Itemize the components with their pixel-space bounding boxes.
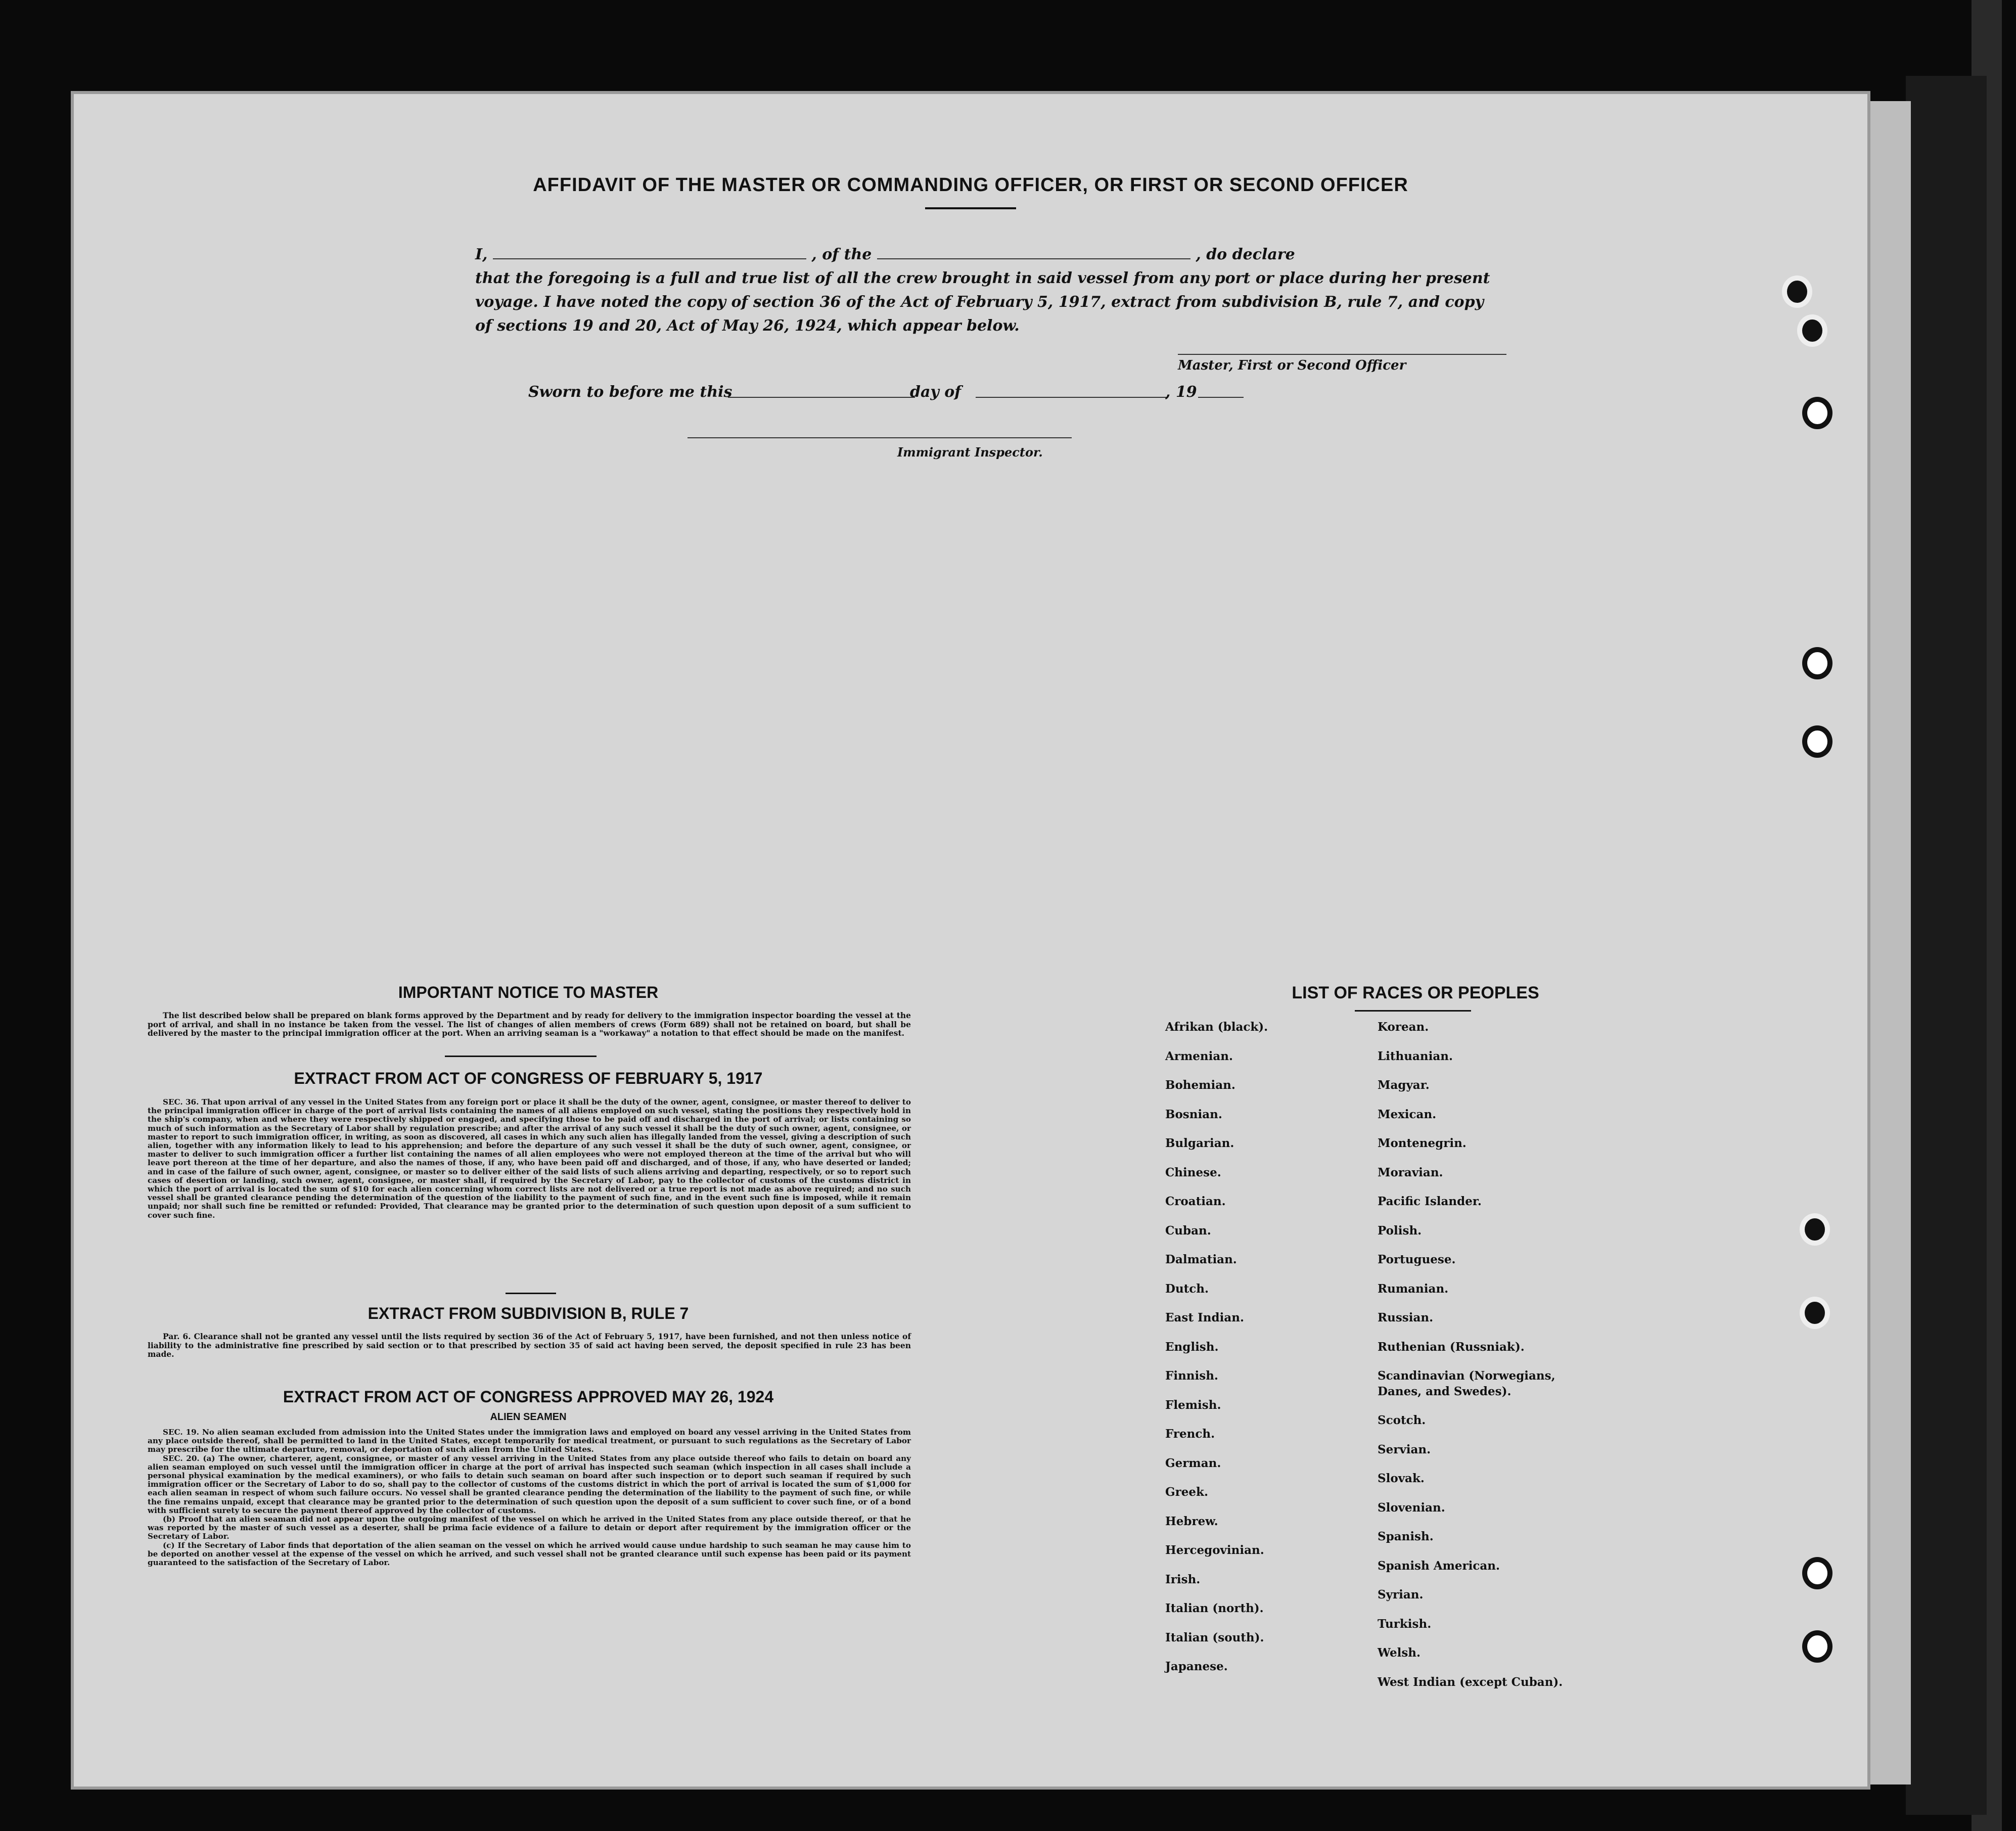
signature-line[interactable] — [1178, 354, 1506, 355]
race-item: Magyar. — [1378, 1078, 1430, 1092]
binder-hole — [1802, 1630, 1832, 1663]
binder-hole — [1802, 397, 1832, 429]
race-item: Finnish. — [1165, 1369, 1218, 1383]
extract-1924-heading: EXTRACT FROM ACT OF CONGRESS APPROVED MAY 26, 1924 — [283, 1388, 774, 1406]
affidavit-line1-end: , do declare — [1196, 246, 1295, 263]
sec36-paragraph: SEC. 36. That upon arrival of any vessel in the United States from any foreign port or place it shall be the duty of the owner, agent, consignee, or master thereof to deliver to the principal immigration officer in charge of the port of arrival lists containing the names of all aliens employed on such vessel, stating the positions they respectively hold in the ship's company, when and where they were respectively shipped or engaged, and specifying those to be paid off and discharged in the port of arrival; or lists containing so much of such information as the Secretary of Labor shall by regulation prescribe; and after the arrival of any such vessel it shall be the duty of such owner, agent, consignee, or master to report to such immigration officer, in writing, as soon as discovered, all cases in which any such alien has illegally landed from the vessel, giving a description of such alien, together with any information likely to lead to his apprehension; and before the departure of any such vessel it shall be the duty of such owner, agent, consignee, or master to deliver to such immigration officer a further list containing the names of all alien employees who were not employed thereon at the time of the arrival but who will leave port thereon at the time of her departure, and also the names of those, if any, who have been paid off and discharged, and of those, if any, who have deserted or landed; and in case of the failure of such owner, agent, consignee, or master so to deliver either of the said lists of such aliens arriving and departing, respectively, or so to report such cases of desertion or landing, such owner, agent, consignee, or master shall, if required by the Secretary of Labor, pay to the collector of customs of the customs district in which the port of arrival is located the sum of $10 for each alien concerning whom correct lists are not delivered or a true report is not made as above required; and no such vessel shall be granted clearance pending the determination of the question of the liability to the payment of such fine, and in the event such fine is imposed, while it remain unpaid; nor shall such fine be remitted or refunded: Provided, That clearance may be granted prior to the determination of such question upon deposit of a sum sufficient to cover such fine. — [148, 1097, 911, 1220]
notice-body — [148, 1011, 911, 1038]
binder-hole — [1800, 1297, 1830, 1329]
race-item: Rumanian. — [1378, 1281, 1449, 1296]
races-heading: LIST OF RACES OR PEOPLES — [1292, 983, 1539, 1002]
extract-1917-heading: EXTRACT FROM ACT OF CONGRESS OF FEBRUARY 5, 1917 — [294, 1069, 763, 1087]
sworn-year-label: , 19 — [1165, 383, 1197, 401]
race-item: Polish. — [1378, 1223, 1422, 1238]
divider — [445, 1056, 597, 1057]
sworn-year-blank[interactable] — [1198, 397, 1244, 398]
race-item: Hercegovinian. — [1165, 1543, 1264, 1557]
race-item: Lithuanian. — [1378, 1049, 1453, 1063]
binder-hole — [1797, 314, 1827, 347]
extract-1924-body — [148, 1428, 911, 1567]
rule7-paragraph: Par. 6. Clearance shall not be granted any vessel until the lists required by section 36 of the Act of February 5, 1917, have been furnished, and not then unless notice of liability to the administrative fine prescribed by said section or to that prescribed by section 35 of said act having been served, the deposit specified in rule 23 has been made. — [148, 1332, 911, 1359]
extract-1917-body — [148, 1098, 911, 1220]
sworn-day-label: day of — [910, 383, 961, 401]
race-item: Flemish. — [1165, 1398, 1221, 1412]
race-item: Bosnian. — [1165, 1107, 1222, 1121]
race-item: Spanish American. — [1378, 1559, 1500, 1573]
race-item: Syrian. — [1378, 1588, 1424, 1601]
race-item: English. — [1165, 1340, 1219, 1354]
race-item: Afrikan (black). — [1165, 1020, 1268, 1034]
race-item: French. — [1165, 1427, 1215, 1441]
sworn-month-blank[interactable] — [976, 397, 1168, 398]
race-item: Moravian. — [1378, 1165, 1443, 1179]
sworn-prefix: Sworn to before me this — [528, 383, 732, 401]
sec19-paragraph: SEC. 19. No alien seaman excluded from admission into the United States under the immigration laws and employed on board any vessel arriving in the United States from any place outside thereof, shall be permitted to land in the United States, except temporarily for medical treatment, or pursuant to such regulations as the Secretary of Labor may prescribe for the ultimate departure, removal, or deportation of such alien from the United States. — [148, 1428, 911, 1454]
affidavit-line1-mid: , of the — [811, 246, 872, 263]
binder-hole — [1800, 1213, 1830, 1246]
race-item: Danes, and Swedes). — [1378, 1384, 1511, 1398]
affidavit-line3: voyage. I have noted the copy of section 36 of the Act of February 5, 1917, extract from subdivision B, rule 7, and copy — [475, 293, 1484, 311]
race-item: East Indian. — [1165, 1311, 1244, 1324]
race-item: Slovak. — [1378, 1472, 1425, 1485]
race-item: Spanish. — [1378, 1530, 1434, 1543]
race-item: Pacific Islander. — [1378, 1195, 1482, 1208]
race-item: Hebrew. — [1165, 1514, 1218, 1528]
race-item: Scandinavian (Norwegians, — [1378, 1369, 1555, 1383]
rule7-heading: EXTRACT FROM SUBDIVISION B, RULE 7 — [368, 1304, 689, 1322]
race-item: Russian. — [1378, 1311, 1434, 1324]
affidavit-line2: that the foregoing is a full and true list of all the crew brought in said vessel from any port or place during her present — [475, 269, 1490, 287]
binder-hole — [1802, 1557, 1832, 1589]
document-page — [71, 91, 1870, 1790]
race-item: Servian. — [1378, 1442, 1431, 1456]
affidavit-title: AFFIDAVIT OF THE MASTER OR COMMANDING OFFICER, OR FIRST OR SECOND OFFICER — [533, 174, 1408, 196]
binder-hole — [1802, 725, 1832, 758]
race-item: Italian (north). — [1165, 1601, 1264, 1615]
race-item: Cuban. — [1165, 1223, 1211, 1238]
race-item: Montenegrin. — [1378, 1136, 1467, 1150]
divider — [506, 1293, 556, 1294]
race-item: Chinese. — [1165, 1165, 1221, 1179]
race-item: West Indian (except Cuban). — [1378, 1675, 1563, 1689]
title-rule — [925, 207, 1016, 209]
affidavit-line4: of sections 19 and 20, Act of May 26, 1924, which appear below. — [475, 317, 1020, 335]
alien-seamen-subheading: ALIEN SEAMEN — [490, 1411, 567, 1423]
sec20b-paragraph: (b) Proof that an alien seaman did not appear upon the outgoing manifest of the vessel on which he arrived in the United States from any place outside thereof, or that he was reported by the master of such vessel as a deserter, shall be prima facie evidence of a failure to detain or deport after requirement by the immigration officer or the Secretary of Labor. — [148, 1515, 911, 1541]
notice-paragraph: The list described below shall be prepared on blank forms approved by the Department and by ready for delivery to the immigration inspector boarding the vessel at the port of arrival, and shall in no instance be taken from the vessel. The list of changes of alien members of crews (Form 689) shall not be retained on board, but shall be delivered by the master to the principal immigration officer at the port. When an arriving seaman is a "workaway" a notation to that effect should be made on the manifest. — [148, 1011, 911, 1038]
race-item: Ruthenian (Russniak). — [1378, 1340, 1525, 1354]
inspector-signature-line[interactable] — [688, 437, 1072, 438]
race-item: Mexican. — [1378, 1107, 1437, 1121]
race-item: Slovenian. — [1378, 1500, 1445, 1515]
race-item: Dutch. — [1165, 1281, 1209, 1296]
name-blank[interactable] — [493, 258, 806, 259]
races-rule — [1355, 1010, 1471, 1012]
rule7-body — [148, 1332, 911, 1359]
sec20c-paragraph: (c) If the Secretary of Labor finds that deportation of the alien seaman on the vessel on which he arrived would cause undue hardship to such seaman he may cause him to be deported on another vessel at the expense of the vessel on which he arrived, and such vessel shall not be granted clearance until such expense has been paid or its payment guaranteed to the satisfaction of the Secretary of Labor. — [148, 1540, 911, 1568]
race-item: Armenian. — [1165, 1049, 1233, 1063]
race-item: Turkish. — [1378, 1617, 1432, 1631]
race-item: German. — [1165, 1456, 1221, 1470]
race-item: Greek. — [1165, 1485, 1208, 1499]
affidavit-line1-start: I, — [475, 246, 488, 263]
binder-hole — [1802, 647, 1832, 679]
sworn-day-blank[interactable] — [728, 397, 915, 398]
race-item: Portuguese. — [1378, 1253, 1456, 1266]
race-item: Irish. — [1165, 1572, 1201, 1586]
race-item: Bohemian. — [1165, 1078, 1235, 1092]
vessel-blank[interactable] — [877, 258, 1190, 259]
signature-label: Master, First or Second Officer — [1178, 358, 1406, 373]
race-item: Welsh. — [1378, 1646, 1421, 1660]
inspector-label: Immigrant Inspector. — [897, 445, 1043, 460]
race-item: Croatian. — [1165, 1195, 1226, 1208]
race-item: Italian (south). — [1165, 1630, 1264, 1644]
scanner-shadow — [1906, 76, 1987, 1815]
race-item: Scotch. — [1378, 1413, 1426, 1427]
race-item: Japanese. — [1165, 1660, 1228, 1673]
affidavit-text — [475, 243, 1638, 338]
race-item: Dalmatian. — [1165, 1253, 1237, 1266]
sec20a-paragraph: SEC. 20. (a) The owner, charterer, agent, consignee, or master of any vessel arriving in the United States from any place outside thereof who fails to detain on board any alien seaman employed on such vessel until the immigration officer in charge at the port of arrival has inspected such seaman (which inspection in all cases shall include a personal physical examination by the medical examiners), or who fails to detain such seaman on board after such inspection or to deport such seaman if required by such immigration officer or the Secretary of Labor to do so, shall pay to the collector of customs of the customs district in which the port of arrival is located the sum of $1,000 for each alien seaman in respect of whom such failure occurs. No vessel shall be granted clearance pending the determination of the liability to the payment of such fine, or while the fine remains unpaid, except that clearance may be granted prior to the determination of such question upon the deposit of a sum sufficient to cover such fine, or of a bond with sufficient surety to secure the payment thereof approved by the collector of customs. — [148, 1453, 911, 1515]
binder-hole — [1782, 276, 1812, 308]
notice-heading: IMPORTANT NOTICE TO MASTER — [398, 983, 659, 1001]
race-item: Bulgarian. — [1165, 1136, 1234, 1150]
race-item: Korean. — [1378, 1020, 1429, 1034]
